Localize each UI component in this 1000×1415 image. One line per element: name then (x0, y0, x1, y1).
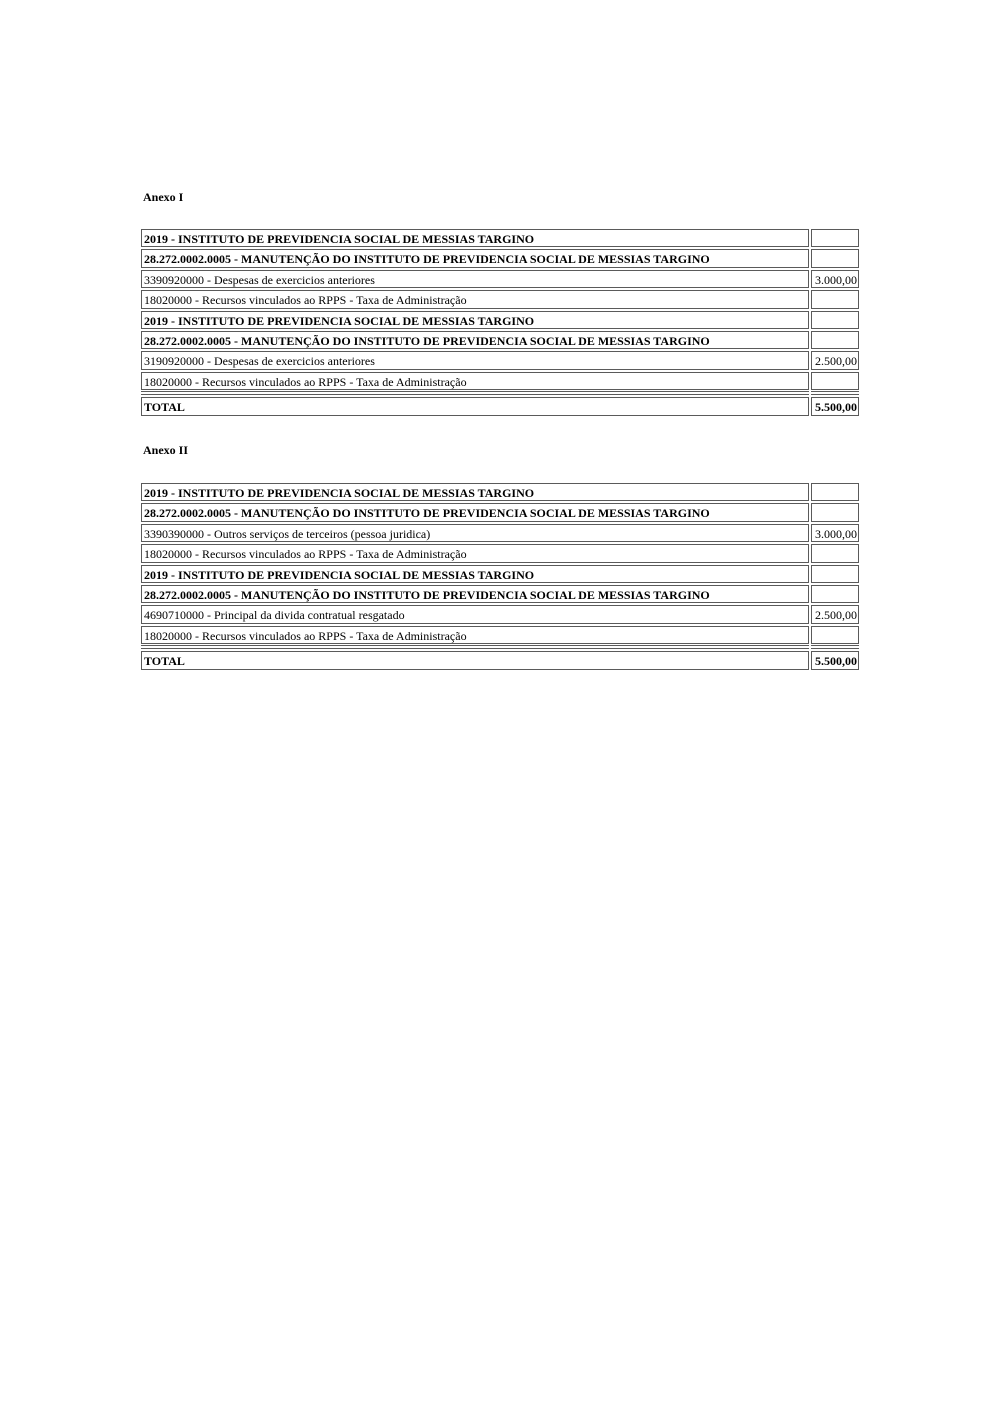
table-row (140, 289, 860, 309)
total-label: TOTAL (141, 651, 809, 669)
table-row (140, 482, 860, 502)
row-description: 18020000 - Recursos vinculados ao RPPS - Taxa de Administração (141, 290, 809, 308)
row-description: 18020000 - Recursos vinculados ao RPPS - Taxa de Administração (141, 372, 809, 390)
row-value (811, 229, 859, 247)
row-description: 28.272.0002.0005 - MANUTENÇÃO DO INSTITUTO DE PREVIDENCIA SOCIAL DE MESSIAS TARGINO (141, 503, 809, 521)
table-row (140, 604, 860, 624)
row-value (811, 626, 859, 644)
table-row (140, 564, 860, 584)
table-row (140, 310, 860, 330)
row-value (811, 565, 859, 583)
total-label: TOTAL (141, 397, 809, 415)
row-value (811, 503, 859, 521)
row-value (811, 311, 859, 329)
row-description: 18020000 - Recursos vinculados ao RPPS - Taxa de Administração (141, 626, 809, 644)
table-row (140, 350, 860, 370)
annex-2-title: Anexo II (143, 443, 189, 457)
row-description: 28.272.0002.0005 - MANUTENÇÃO DO INSTITUTO DE PREVIDENCIA SOCIAL DE MESSIAS TARGINO (141, 585, 809, 603)
table-row (140, 248, 860, 268)
total-row (140, 650, 860, 670)
row-value: 3.000,00 (811, 270, 859, 288)
row-description: 2019 - INSTITUTO DE PREVIDENCIA SOCIAL DE MESSIAS TARGINO (141, 483, 809, 501)
table-row (140, 584, 860, 604)
row-description: 3190920000 - Despesas de exercicios anteriores (141, 351, 809, 369)
row-description: 18020000 - Recursos vinculados ao RPPS - Taxa de Administração (141, 544, 809, 562)
total-value: 5.500,00 (811, 397, 859, 415)
total-value: 5.500,00 (811, 651, 859, 669)
row-value (811, 483, 859, 501)
table-row (140, 523, 860, 543)
table-row (140, 269, 860, 289)
table-row (140, 228, 860, 248)
row-description: 28.272.0002.0005 - MANUTENÇÃO DO INSTITUTO DE PREVIDENCIA SOCIAL DE MESSIAS TARGINO (141, 249, 809, 267)
row-value: 2.500,00 (811, 605, 859, 623)
table-row (140, 330, 860, 350)
row-value: 3.000,00 (811, 524, 859, 542)
table-row (140, 502, 860, 522)
row-value (811, 544, 859, 562)
annex-1-table (140, 228, 860, 417)
row-value: 2.500,00 (811, 351, 859, 369)
row-value (811, 249, 859, 267)
row-description: 28.272.0002.0005 - MANUTENÇÃO DO INSTITUTO DE PREVIDENCIA SOCIAL DE MESSIAS TARGINO (141, 331, 809, 349)
table-row (140, 371, 860, 391)
table-row (140, 543, 860, 563)
row-value (811, 372, 859, 390)
table-row (140, 625, 860, 645)
row-value (811, 290, 859, 308)
annex-1-title: Anexo I (143, 190, 184, 204)
row-description: 3390390000 - Outros serviços de terceiros (pessoa juridica) (141, 524, 809, 542)
row-description: 2019 - INSTITUTO DE PREVIDENCIA SOCIAL DE MESSIAS TARGINO (141, 311, 809, 329)
total-row (140, 396, 860, 416)
row-description: 4690710000 - Principal da divida contratual resgatado (141, 605, 809, 623)
row-description: 2019 - INSTITUTO DE PREVIDENCIA SOCIAL DE MESSIAS TARGINO (141, 229, 809, 247)
row-value (811, 331, 859, 349)
annex-2-table (140, 482, 860, 671)
row-description: 2019 - INSTITUTO DE PREVIDENCIA SOCIAL DE MESSIAS TARGINO (141, 565, 809, 583)
row-description: 3390920000 - Despesas de exercicios anteriores (141, 270, 809, 288)
row-value (811, 585, 859, 603)
